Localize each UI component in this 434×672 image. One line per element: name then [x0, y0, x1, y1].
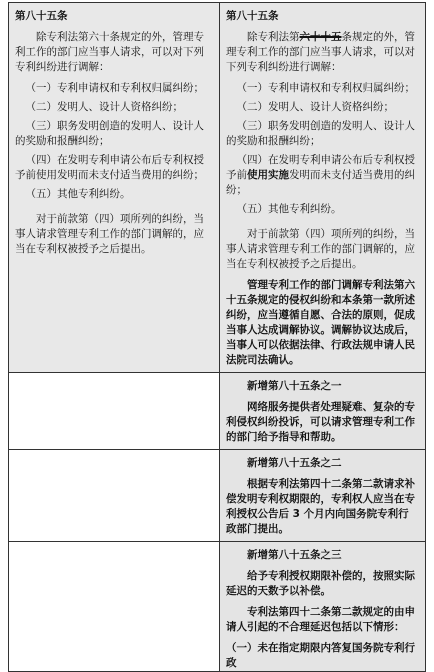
deleted-text: 六十十五	[299, 31, 342, 43]
empty-cell	[9, 450, 220, 542]
table-row	[9, 450, 426, 542]
table-row	[9, 3, 426, 373]
new-article-cell	[220, 450, 426, 542]
article-heading: 第八十五条	[15, 10, 68, 22]
paragraph: 除专利法第六十十五条规定的外，管理专利工作的部门应当事人请求，可以对下列专利纠纷进行调解：	[226, 31, 415, 73]
new-article-cell	[220, 542, 426, 672]
list-item: （二）发明人、设计人资格纠纷；	[236, 101, 394, 113]
table-row	[9, 542, 426, 672]
paragraph: 专利法第四十二条第二款规定的由申请人引起的不合理延迟包括以下情形：	[226, 606, 415, 633]
paragraph: 网络服务提供者处理疑难、复杂的专利侵权纠纷投诉，可以请求管理专利工作的部门给予指导和帮助。	[226, 401, 415, 443]
original-text-cell	[9, 3, 220, 373]
paragraph: 根据专利法第四十二条第二款请求补偿发明专利权期限的，专利权人应当在专利授权公告后 3 个月内向国务院专利行政部门提出。	[226, 478, 415, 535]
list-item: （三）职务发明创造的发明人、设计人的奖励和报酬纠纷；	[15, 120, 204, 147]
empty-cell	[9, 373, 220, 450]
list-item: （四）在发明专利申请公布后专利权授予前使用实施发明而未支付适当费用的纠纷；	[226, 154, 415, 196]
list-item: （四）在发明专利申请公布后专利权授予前使用发明而未支付适当费用的纠纷；	[15, 154, 204, 181]
empty-cell	[9, 542, 220, 672]
revised-text-cell	[220, 3, 426, 373]
paragraph: 给予专利授权期限补偿的，按照实际延迟的天数予以补偿。	[226, 570, 415, 597]
added-paragraph: 管理专利工作的部门调解专利法第六十五条规定的侵权纠纷和本条第一款所述纠纷，应当遵循自愿、合法的原则，促成当事人达成调解协议。调解协议达成后，当事人可以依据法律、行政法规申请人民法院司法确认。	[226, 279, 415, 366]
list-item: （五）其他专利纠纷。	[25, 188, 131, 200]
comparison-table	[8, 2, 426, 672]
article-heading: 第八十五条	[226, 10, 279, 22]
list-item: （三）职务发明创造的发明人、设计人的奖励和报酬纠纷；	[226, 120, 415, 147]
table-row	[9, 373, 426, 450]
paragraph: （一）未在指定期限内答复国务院专利行政	[226, 642, 415, 669]
list-item: （一）专利申请权和专利权归属纠纷；	[25, 82, 204, 94]
paragraph: 对于前款第（四）项所列的纠纷，当事人请求管理专利工作的部门调解的，应当在专利权被授予之后提出。	[15, 213, 204, 255]
paragraph: 除专利法第六十条规定的外，管理专利工作的部门应当事人请求，可以对下列专利纠纷进行调解：	[15, 31, 204, 73]
article-heading: 新增第八十五条之二	[247, 457, 342, 469]
new-article-cell	[220, 373, 426, 450]
inserted-text: 使用实施	[247, 169, 289, 181]
list-item: （二）发明人、设计人资格纠纷；	[25, 101, 183, 113]
article-heading: 新增第八十五条之一	[247, 380, 342, 392]
paragraph: 对于前款第（四）项所列的纠纷，当事人请求管理专利工作的部门调解的，应当在专利权被授予之后提出。	[226, 228, 415, 270]
article-heading: 新增第八十五条之三	[247, 549, 342, 561]
list-item: （五）其他专利纠纷。	[236, 203, 342, 215]
list-item: （一）专利申请权和专利权归属纠纷；	[236, 82, 415, 94]
